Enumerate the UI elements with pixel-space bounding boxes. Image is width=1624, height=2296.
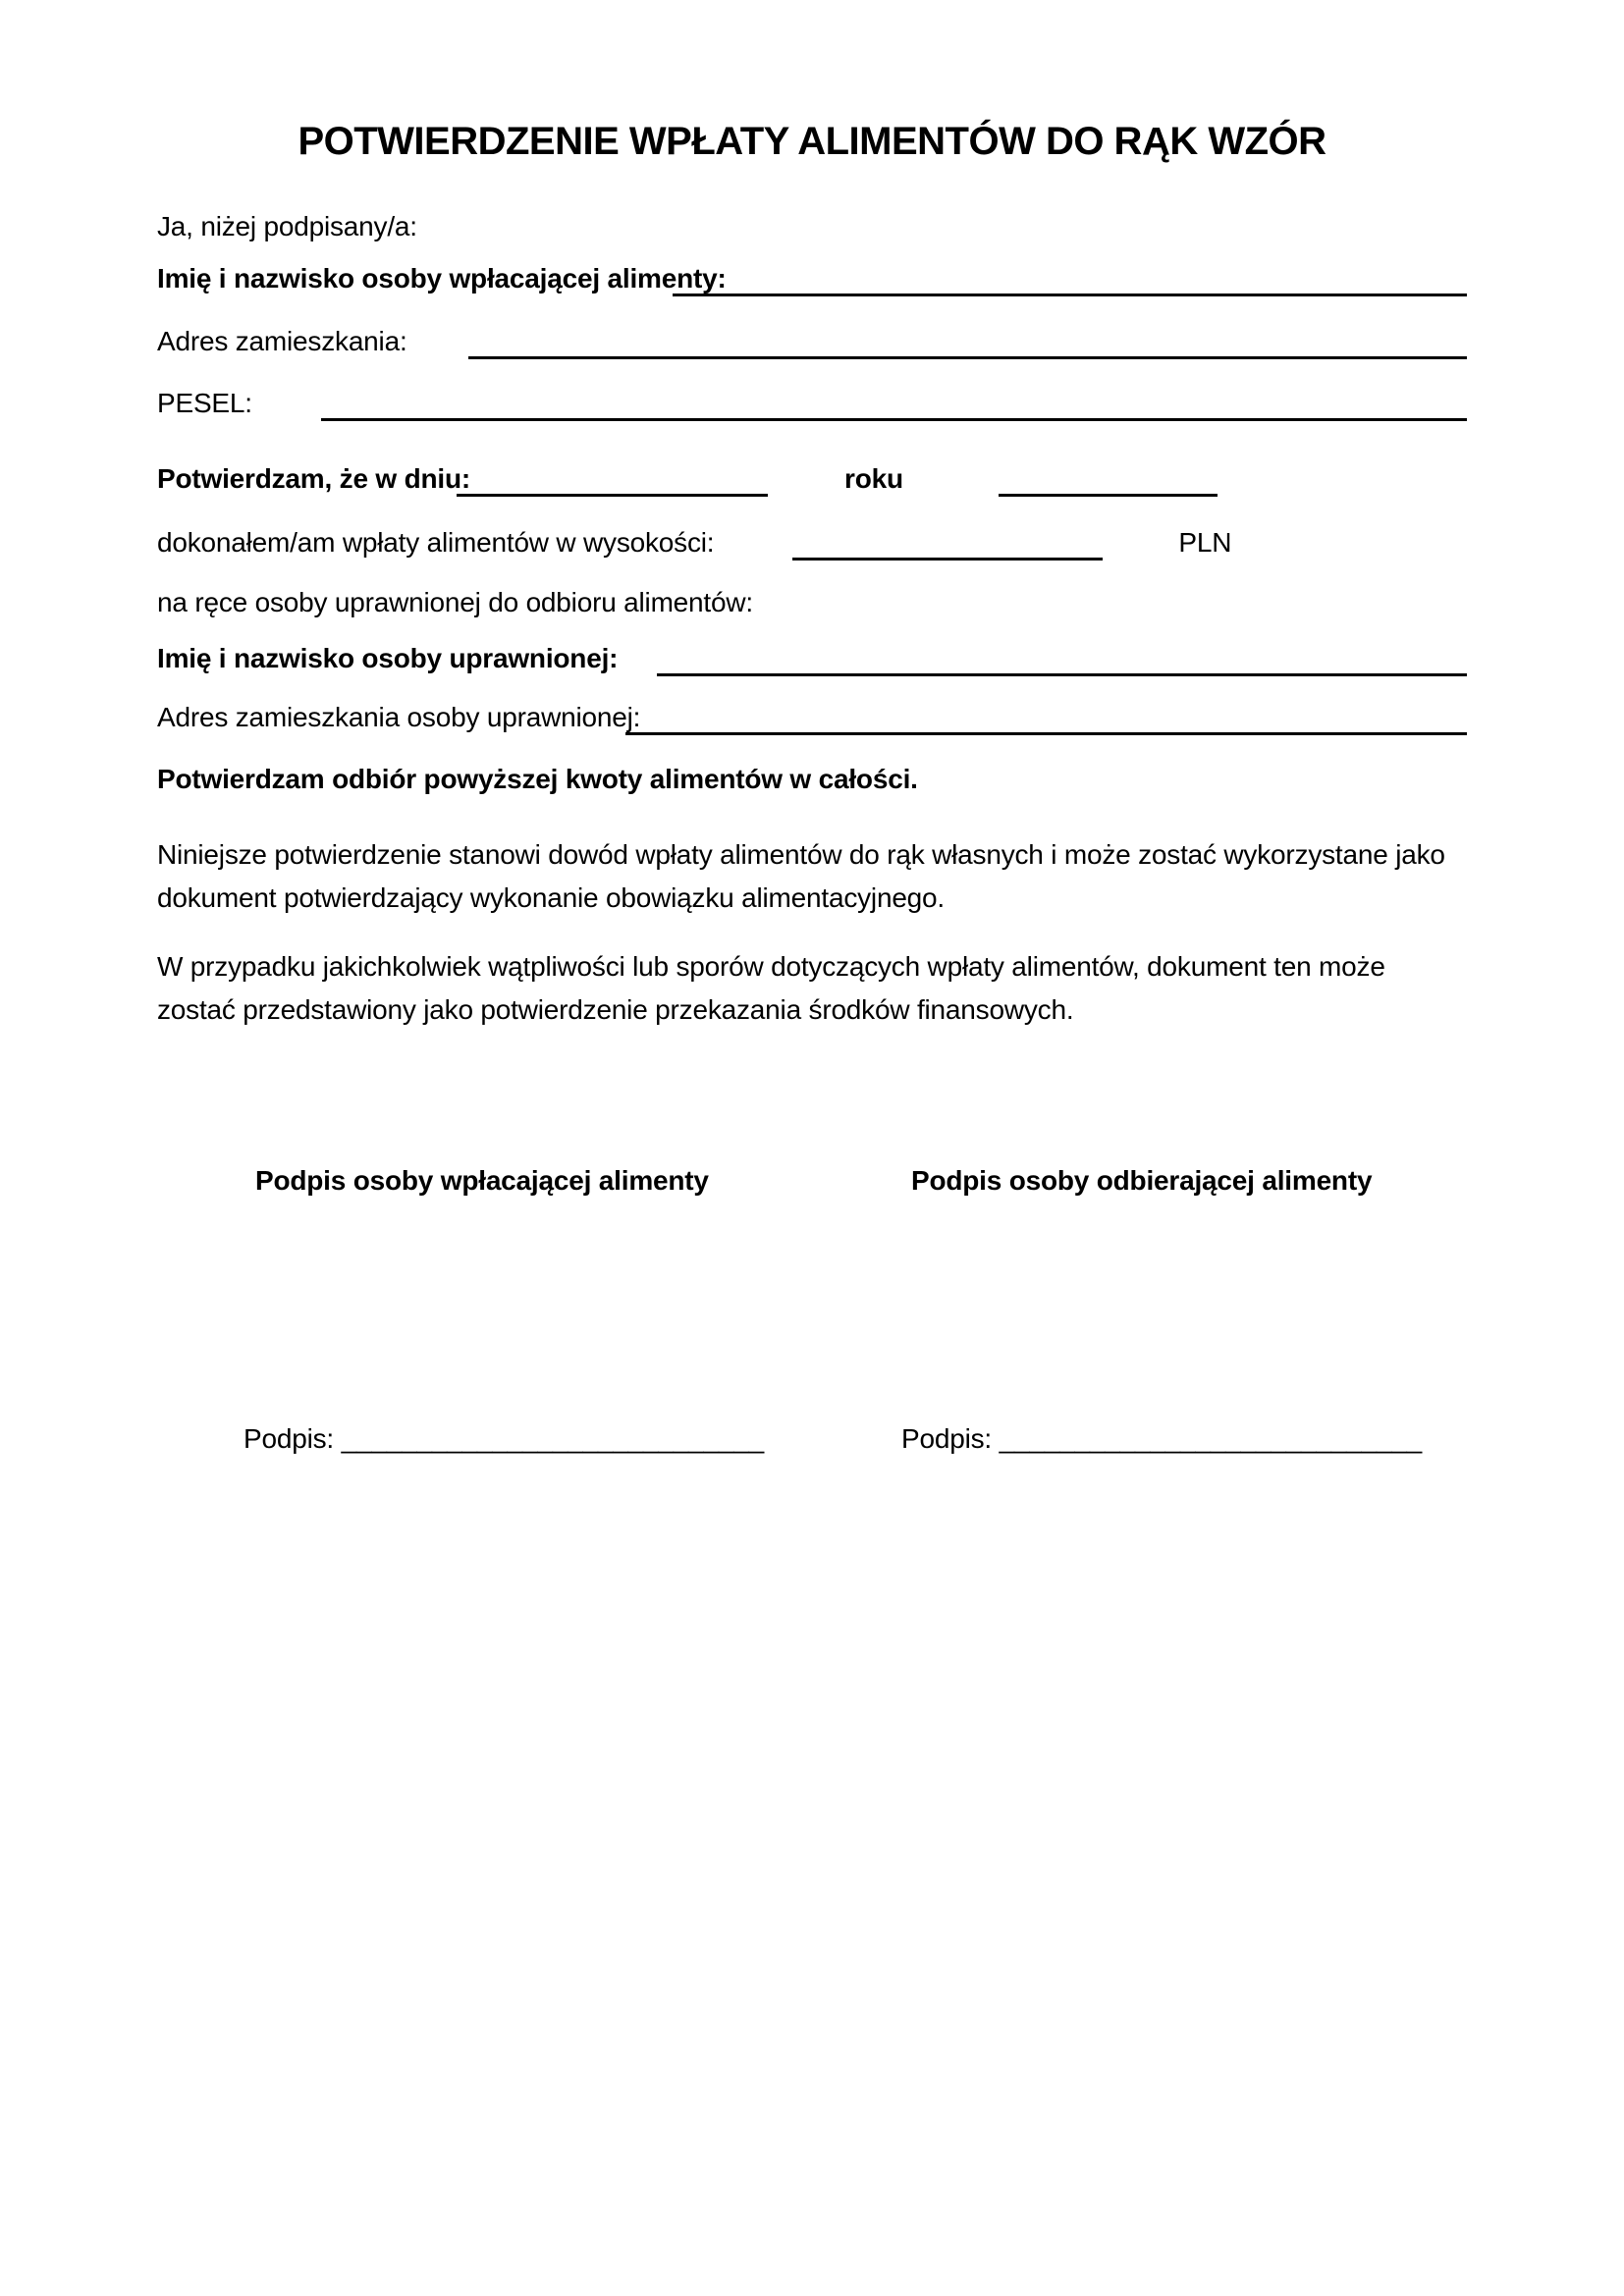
payer-name-row bbox=[157, 263, 1467, 294]
pesel-row bbox=[157, 388, 1467, 419]
payer-name-label: Imię i nazwisko osoby wpłacającej alimenty: bbox=[157, 263, 727, 294]
notice-paragraph-2-line-2: zostać przedstawiony jako potwierdzenie przekazania środków finansowych. bbox=[157, 994, 1074, 1025]
recipient-address-label: Adres zamieszkania osoby uprawnionej: bbox=[157, 702, 641, 732]
recipient-signature-label: Podpis: bbox=[901, 1423, 1000, 1454]
recipient-name-label: Imię i nazwisko osoby uprawnionej: bbox=[157, 643, 619, 673]
notice-paragraph-1-line-2: dokument potwierdzający wykonanie obowiązku alimentacyjnego. bbox=[157, 882, 946, 913]
payer-address-blank-line bbox=[468, 356, 1467, 359]
intro-row bbox=[157, 211, 1467, 242]
year-label: roku bbox=[844, 463, 903, 494]
payment-date-blank-line bbox=[457, 494, 768, 497]
notice-paragraph-1 bbox=[157, 833, 1445, 920]
year-blank-line bbox=[999, 494, 1218, 497]
payer-signature-blank-line: ____________________________ bbox=[341, 1423, 765, 1454]
payment-amount-blank-line bbox=[792, 558, 1103, 561]
intro-text: Ja, niżej podpisany/a: bbox=[157, 211, 417, 241]
payment-amount-row bbox=[157, 527, 1467, 559]
confirmation-row bbox=[157, 764, 1467, 795]
currency-label: PLN bbox=[1178, 527, 1232, 558]
recipient-address-row bbox=[157, 702, 1467, 733]
payer-address-row bbox=[157, 326, 1467, 357]
recipient-name-blank-line bbox=[657, 673, 1467, 676]
confirmation-statement: Potwierdzam odbiór powyższej kwoty alimentów w całości. bbox=[157, 764, 918, 794]
pesel-label: PESEL: bbox=[157, 388, 252, 418]
recipient-address-blank-line bbox=[625, 732, 1467, 735]
recipient-name-row bbox=[157, 643, 1467, 674]
payer-signature-label: Podpis: bbox=[244, 1423, 342, 1454]
recipient-signature-header: Podpis osoby odbierającej alimenty bbox=[911, 1165, 1373, 1196]
notice-paragraph-1-line-1: Niniejsze potwierdzenie stanowi dowód wpłaty alimentów do rąk własnych i może zostać wykorzystane jako bbox=[157, 839, 1445, 870]
page-title: POTWIERDZENIE WPŁATY ALIMENTÓW DO RĄK WZÓR bbox=[298, 120, 1326, 163]
payer-name-blank-line bbox=[673, 294, 1467, 296]
payer-signature-row bbox=[244, 1423, 764, 1455]
notice-paragraph-2 bbox=[157, 945, 1385, 1032]
recipient-intro-row bbox=[157, 587, 1467, 618]
recipient-intro-text: na ręce osoby uprawnionej do odbioru alimentów: bbox=[157, 587, 753, 617]
recipient-signature-row bbox=[901, 1423, 1422, 1455]
payer-address-label: Adres zamieszkania: bbox=[157, 326, 407, 356]
notice-paragraph-2-line-1: W przypadku jakichkolwiek wątpliwości lub sporów dotyczących wpłaty alimentów, dokument ten może bbox=[157, 951, 1385, 982]
payment-date-label: Potwierdzam, że w dniu: bbox=[157, 463, 470, 494]
payment-amount-label: dokonałem/am wpłaty alimentów w wysokości: bbox=[157, 527, 715, 558]
payer-signature-header: Podpis osoby wpłacającej alimenty bbox=[255, 1165, 709, 1196]
payment-date-row bbox=[157, 463, 1467, 495]
recipient-signature-blank-line: ____________________________ bbox=[999, 1423, 1423, 1454]
pesel-blank-line bbox=[321, 418, 1467, 421]
